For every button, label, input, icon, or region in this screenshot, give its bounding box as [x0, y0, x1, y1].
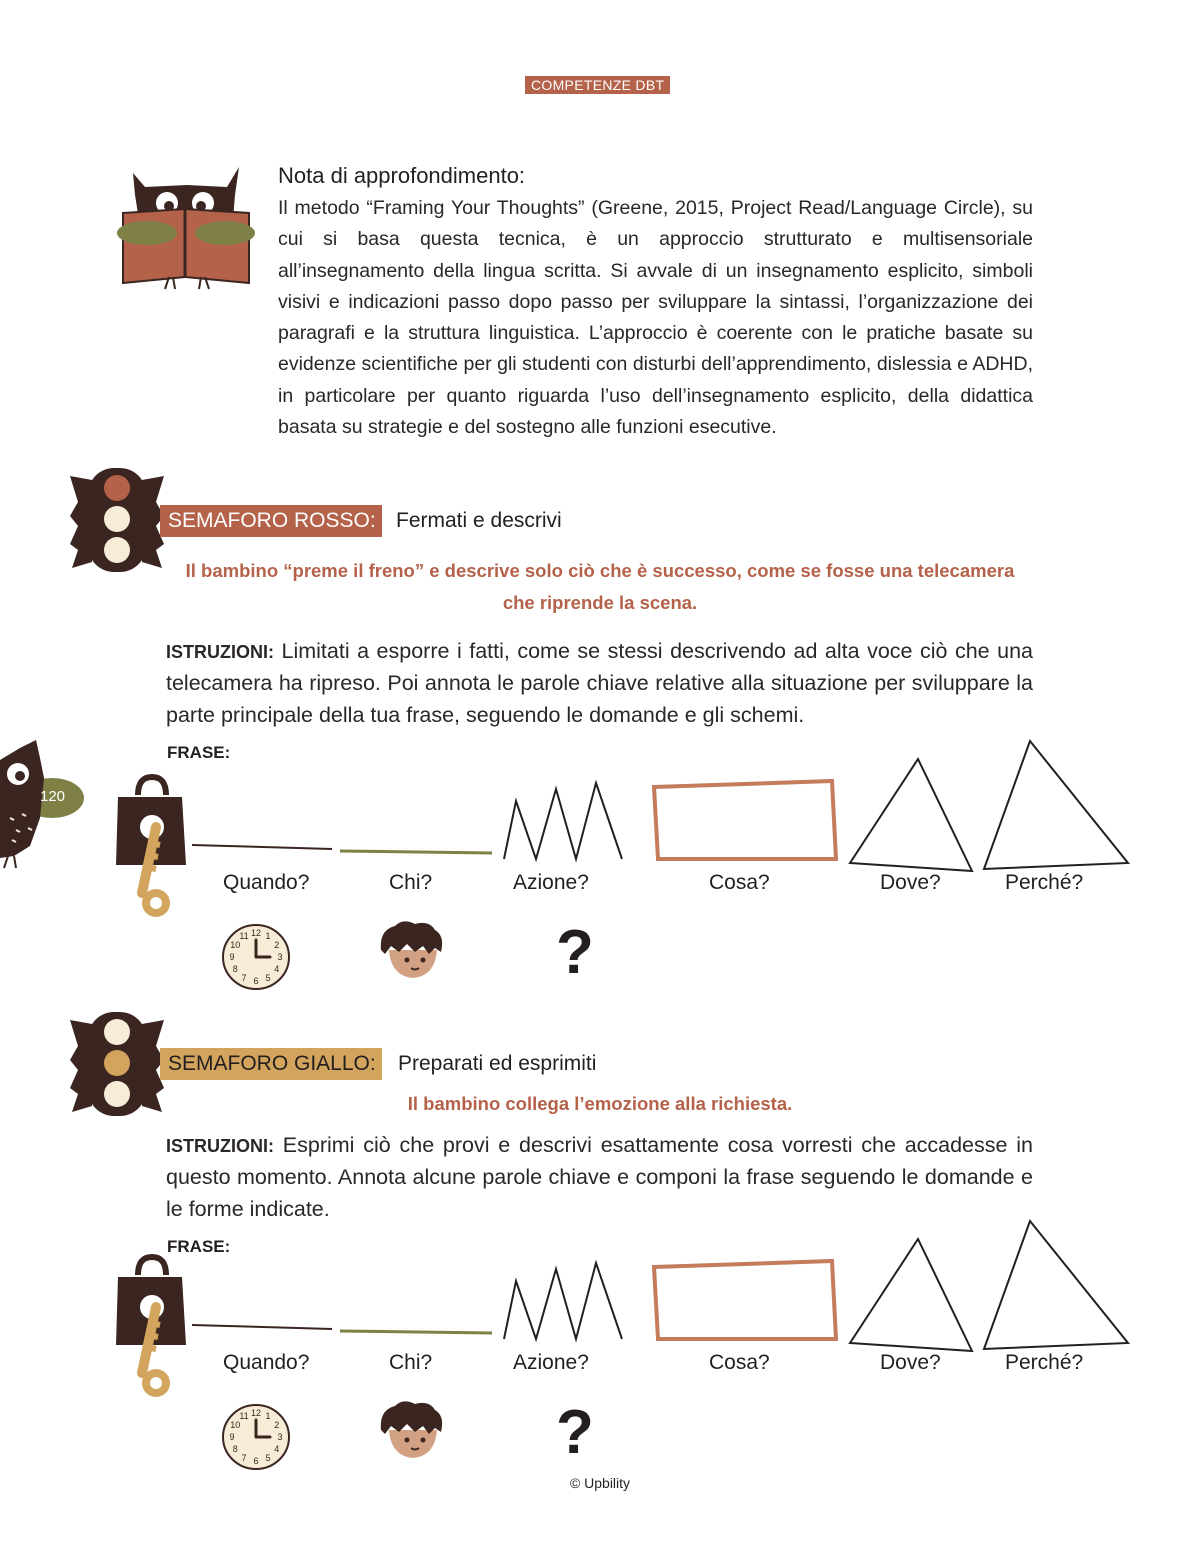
clock-numeral: 2: [274, 940, 280, 950]
traffic-light-yellow-icon: [68, 1010, 166, 1118]
chi-line: [340, 851, 492, 853]
clock-numeral: 5: [265, 1452, 271, 1463]
quando-line: [192, 1325, 332, 1329]
cosa-box: [654, 781, 836, 859]
footer-copyright: © Upbility: [569, 1475, 631, 1491]
clock-icon: [220, 922, 292, 992]
clock-numeral: 10: [230, 1420, 241, 1430]
label-quando: Quando?: [223, 871, 310, 894]
clock-numeral: 2: [274, 1420, 280, 1430]
clock-numeral: 5: [265, 972, 271, 983]
label-chi: Chi?: [389, 871, 433, 894]
clock-numeral: 4: [274, 1444, 280, 1454]
traffic-light-red-icon: [68, 466, 166, 574]
label-dove: Dove?: [880, 1351, 941, 1374]
clock-numeral: 4: [274, 964, 280, 974]
red-subtitle-line1: Il bambino “preme il freno” e descrive solo ciò che è successo, come se fosse una telecamera: [185, 560, 1015, 581]
azione-zigzag: [504, 783, 622, 859]
clock-numeral: 11: [239, 931, 249, 942]
clock-numeral: 10: [230, 940, 241, 950]
clock-numeral: 6: [253, 1456, 259, 1466]
clock-numeral: 8: [232, 1444, 238, 1454]
label-perche: Perché?: [1005, 871, 1084, 894]
yellow-instructions-label: ISTRUZIONI:: [166, 1136, 274, 1156]
clock-icon: [220, 1402, 292, 1472]
label-azione: Azione?: [513, 871, 589, 894]
clock-numeral: 3: [277, 952, 283, 962]
owl-reading-icon: [115, 165, 257, 290]
label-azione: Azione?: [513, 1351, 589, 1374]
clock-numeral: 3: [277, 1432, 283, 1442]
red-instructions-label: ISTRUZIONI:: [166, 642, 274, 662]
chi-line: [340, 1331, 492, 1333]
dove-triangle: [850, 1239, 972, 1351]
semaforo-rosso-title: Fermati e descrivi: [396, 509, 562, 532]
clock-numeral: 8: [232, 964, 238, 974]
clock-numeral: 11: [239, 1411, 249, 1422]
clock-numeral: 7: [241, 972, 247, 983]
perche-triangle: [984, 1221, 1128, 1349]
clock-numeral: 12: [250, 928, 262, 938]
lock-key-icon: [116, 1257, 186, 1397]
note-body: Il metodo “Framing Your Thoughts” (Greene, 2015, Project Read/Language Circle), su cui si basa questa tecnica, è un approccio strutturato e multisensoriale all’insegnamento della lingua scritta. Si avvale di un insegnamento esplicito, simboli visivi e indicazioni passo dopo passo per sviluppare la sintassi, l’organizzazione dei paragrafi e la struttura linguistica. L’approccio è coerente con le pratiche basate su evidenze scientifiche per gli studenti con disturbi dell’apprendimento, dislessia e ADHD, in particolare per quanto riguarda l’uso dell’insegnamento esplicito, della didattica basata su strategie e del sostegno alle funzioni esecutive.: [278, 197, 1033, 439]
child-face-icon: [379, 1400, 445, 1462]
page-number: 120: [40, 788, 66, 805]
red-frase-label: FRASE:: [167, 743, 231, 762]
dove-triangle: [850, 759, 972, 871]
label-cosa: Cosa?: [709, 871, 770, 894]
red-instructions: [166, 636, 1033, 731]
clock-numeral: 9: [229, 1432, 235, 1442]
label-cosa: Cosa?: [709, 1351, 770, 1374]
yellow-instructions: [166, 1130, 1033, 1225]
quando-line: [192, 845, 332, 849]
question-mark-icon: ?: [556, 918, 594, 987]
yellow-frase-label: FRASE:: [167, 1237, 231, 1256]
semaforo-giallo-label: SEMAFORO GIALLO:: [160, 1048, 382, 1080]
clock-numeral: 1: [265, 1411, 271, 1422]
lock-key-icon: [116, 777, 186, 917]
cosa-box: [654, 1261, 836, 1339]
semaforo-giallo-title: Preparati ed esprimiti: [398, 1052, 597, 1075]
azione-zigzag: [504, 1263, 622, 1339]
note-title: Nota di approfondimento:: [278, 163, 526, 188]
clock-numeral: 9: [229, 952, 235, 962]
clock-numeral: 1: [265, 931, 271, 942]
semaforo-rosso-label: SEMAFORO ROSSO:: [160, 505, 382, 537]
label-quando: Quando?: [223, 1351, 310, 1374]
red-instructions-text: Limitati a esporre i fatti, come se stessi descrivendo ad alta voce ciò che una telecamera ha ripreso. Poi annota le parole chiave relative alla situazione per sviluppare la parte principale della tua frase, seguendo le domande e gli schemi.: [166, 639, 1033, 727]
section-tag: COMPETENZE DBT: [525, 76, 670, 94]
clock-numeral: 12: [250, 1408, 262, 1418]
perche-triangle: [984, 741, 1128, 869]
label-perche: Perché?: [1005, 1351, 1084, 1374]
label-chi: Chi?: [389, 1351, 433, 1374]
clock-numeral: 7: [241, 1452, 247, 1463]
label-dove: Dove?: [880, 871, 941, 894]
red-subtitle-line2: che riprende la scena.: [502, 592, 698, 613]
yellow-subtitle: Il bambino collega l’emozione alla richiesta.: [407, 1093, 793, 1114]
yellow-instructions-text: Esprimi ciò che provi e descrivi esattamente cosa vorresti che accadesse in questo momento. Annota alcune parole chiave e componi la frase seguendo le domande e le forme indicate.: [166, 1133, 1033, 1221]
clock-numeral: 6: [253, 976, 259, 986]
question-mark-icon: ?: [556, 1398, 594, 1467]
child-face-icon: [379, 920, 445, 982]
